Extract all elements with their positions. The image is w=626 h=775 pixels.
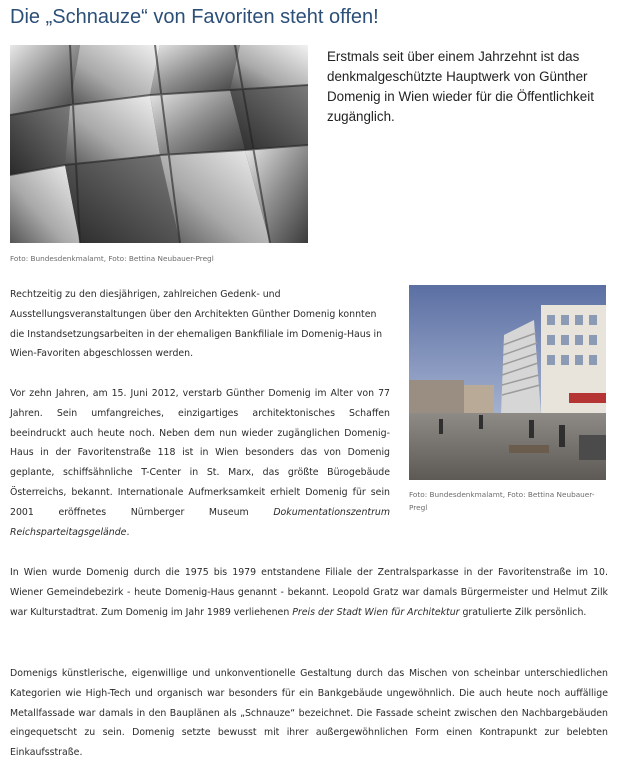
street-photo [409, 285, 606, 480]
article-title: Die „Schnauze“ von Favoriten steht offen! [10, 6, 379, 28]
paragraph-2: Vor zehn Jahren, am 15. Juni 2012, verstarb Günther Domenig im Alter von 77 Jahren. Sein umfangreiches, einzigartiges architektonisches Schaffen beeindruckt auch heute noch. Neben dem nun wieder zugänglichen Domenig-Haus in der Favoritenstraße 118 ist in Wien besonders das von Domenig geplante, schiffsähnliche T-Center in St. Marx, das größte Bürogebäude Österreichs, bekannt. Internationale Aufmerksamkeit erhielt Domenig für sein 2001 eröffnetes Nürnberger Museum Dokumentationszentrum Reichsparteitagsgelände. [10, 388, 390, 538]
paragraph-1: Rechtzeitig zu den diesjährigen, zahlreichen Gedenk- und Ausstellungsveranstaltungen über den Architekten Günther Domenig konnten die Instandsetzungsarbeiten in der ehemaligen Bankfiliale im Domenig-Haus in Wien-Favoriten abgeschlossen werden. [10, 289, 383, 360]
museum-name: Dokumentationszentrum Reichsparteitagsgelände [10, 506, 390, 538]
street-photo-caption: Foto: Bundesdenkmalamt, Foto: Bettina Neubauer-Pregl [409, 490, 595, 512]
lead-paragraph: Erstmals seit über einem Jahrzehnt ist das denkmalgeschützte Hauptwerk von Günther Domenig in Wien wieder für die Öffentlichkeit zugänglich. [327, 49, 594, 124]
award-name: Preis der Stadt Wien für Architektur [292, 606, 460, 618]
facade-photo [10, 45, 308, 243]
paragraph-4: Domenigs künstlerische, eigenwillige und unkonventionelle Gestaltung durch das Mischen von scheinbar unterschiedlichen Kategorien wie High-Tech und organisch war besonders für ein Bankgebäude ungewöhnlich. Die auch heute noch auffällige Metallfassade war damals in den Bauplänen als „Schnauze“ bezeichnet. Die Fassade scheint zwischen den Nachbargebäuden eingequetscht zu sein. Domenig setzte bewusst mit ihrer außergewöhnlichen Form einen Kontrapunkt zur belebten Einkaufsstraße. [10, 668, 608, 759]
paragraph-3: In Wien wurde Domenig durch die 1975 bis 1979 entstandene Filiale der Zentralsparkasse in der Favoritenstraße im 10. Wiener Gemeindebezirk - heute Domenig-Haus genannt - bekannt. Leopold Gratz war damals Bürgermeister und Helmut Zilk war Kulturstadtrat. Zum Domenig im Jahr 1989 verliehenen Preis der Stadt Wien für Architektur gratulierte Zilk persönlich. [10, 567, 608, 618]
hero-photo-caption: Foto: Bundesdenkmalamt, Foto: Bettina Neubauer-Pregl [10, 254, 214, 263]
